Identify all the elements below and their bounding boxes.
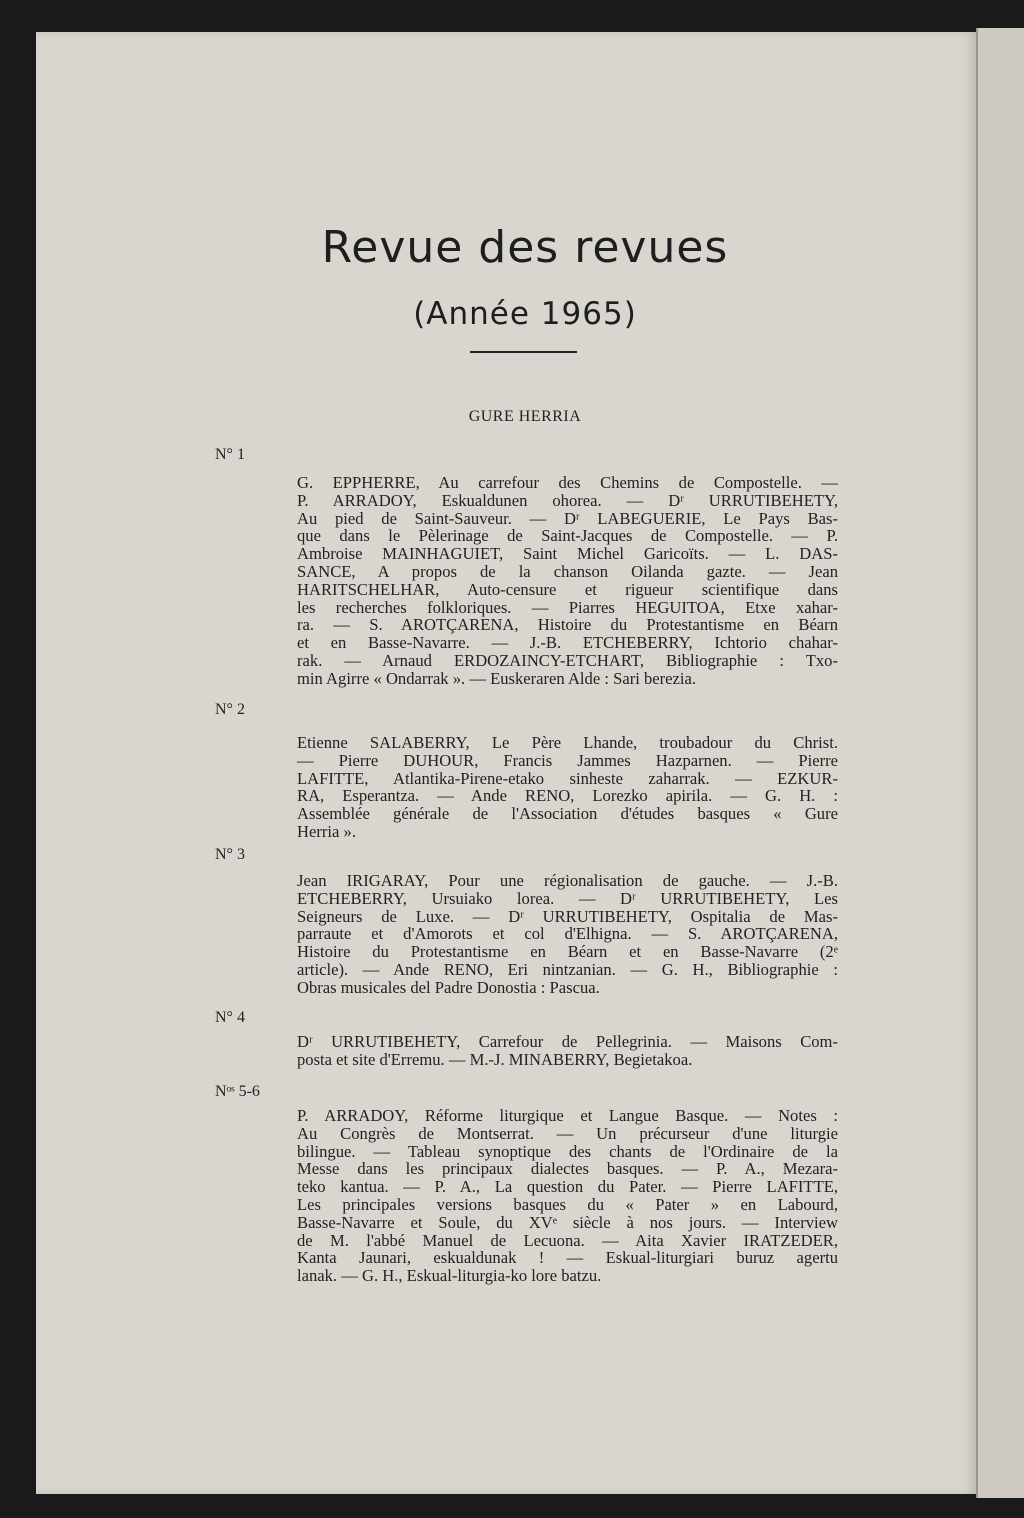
text-line: LAFITTE, Atlantika-Pirene-etako sinheste zaharrak. — EZKUR- — [297, 768, 838, 788]
text-line: et en Basse-Navarre. — J.-B. ETCHEBERRY, Ichtorio chahar- — [297, 633, 838, 653]
issue-contents — [297, 474, 838, 688]
text-line: SANCE, A propos de la chanson Oilanda gazte. — Jean — [297, 561, 838, 581]
text-line: teko kantua. — P. A., La question du Pater. — Pierre LAFITTE, — [297, 1177, 838, 1197]
text-line: Ambroise MAINHAGUIET, Saint Michel Garicoïts. — L. DAS- — [297, 544, 838, 564]
text-line: Basse-Navarre et Soule, du XVᵉ siècle à nos jours. — Interview — [297, 1212, 838, 1232]
text-line: posta et site d'Erremu. — M.-J. MINABERRY, Begietakoa. — [297, 1049, 693, 1069]
page-subtitle: (Année 1965) — [413, 296, 637, 332]
text-line: rak. — Arnaud ERDOZAINCY-ETCHART, Bibliographie : Txo- — [297, 650, 838, 670]
issue-number-label: N° 3 — [215, 846, 245, 863]
text-line: de M. l'abbé Manuel de Lecuona. — Aita Xavier IRATZEDER, — [297, 1230, 838, 1250]
issue-contents — [297, 872, 838, 997]
issue-number-label: Nᵒˢ 5-6 — [215, 1083, 260, 1100]
text-line: Dʳ URRUTIBEHETY, Carrefour de Pellegrinia. — Maisons Com- — [297, 1032, 838, 1051]
text-line: les recherches folkloriques. — Piarres HEGUITOA, Etxe xahar- — [297, 597, 838, 617]
issue-number-label: N° 1 — [215, 446, 245, 463]
text-line: Messe dans les principaux dialectes basques. — P. A., Mezara- — [297, 1159, 838, 1179]
issue-contents — [297, 1107, 838, 1285]
text-line: Etienne SALABERRY, Le Père Lhande, troubadour du Christ. — [297, 733, 838, 752]
text-line: P. ARRADOY, Eskualdunen ohorea. — Dʳ URRUTIBEHETY, — [297, 490, 838, 510]
text-line: ETCHEBERRY, Ursuiako lorea. — Dʳ URRUTIBEHETY, Les — [297, 888, 838, 908]
text-line: Au Congrès de Montserrat. — Un précurseur d'une liturgie — [297, 1123, 838, 1143]
text-line: Au pied de Saint-Sauveur. — Dʳ LABEGUERIE, Le Pays Bas- — [297, 508, 838, 528]
page-title: Revue des revues — [321, 222, 729, 273]
text-line: Seigneurs de Luxe. — Dʳ URRUTIBEHETY, Ospitalia de Mas- — [297, 906, 838, 926]
text-line: Jean IRIGARAY, Pour une régionalisation de gauche. — J.-B. — [297, 871, 838, 890]
text-line: Histoire du Protestantisme en Béarn et en Basse-Navarre (2ᵉ — [297, 942, 838, 962]
issue-contents — [297, 1033, 838, 1069]
text-line: RA, Esperantza. — Ande RENO, Lorezko apirila. — G. H. : — [297, 786, 838, 806]
text-line: bilingue. — Tableau synoptique des chants de l'Ordinaire de la — [297, 1141, 838, 1161]
text-line: Assemblée générale de l'Association d'études basques « Gure — [297, 804, 838, 824]
text-line: — Pierre DUHOUR, Francis Jammes Hazparnen. — Pierre — [297, 750, 838, 770]
issue-number-label: N° 2 — [215, 701, 245, 718]
text-line: parraute et d'Amorots et col d'Elhigna. — S. AROTÇARENA, — [297, 924, 838, 944]
text-line: que dans le Pèlerinage de Saint-Jacques de Compostelle. — P. — [297, 526, 838, 546]
text-line: lanak. — G. H., Eskual-liturgia-ko lore batzu. — [297, 1266, 602, 1286]
text-line: Herria ». — [297, 821, 356, 841]
text-line: ra. — S. AROTÇARENA, Histoire du Protestantisme en Béarn — [297, 615, 838, 635]
text-line: Kanta Jaunari, eskualdunak ! — Eskual-liturgiari buruz agertu — [297, 1248, 838, 1268]
text-line: Les principales versions basques du « Pater » en Labourd, — [297, 1194, 838, 1214]
journal-heading: GURE HERRIA — [468, 408, 582, 425]
issue-number-label: N° 4 — [215, 1009, 245, 1026]
text-line: G. EPPHERRE, Au carrefour des Chemins de Compostelle. — — [297, 473, 838, 492]
issue-contents — [297, 734, 838, 841]
text-line: article). — Ande RENO, Eri nintzanian. — G. H., Bibliographie : — [297, 959, 838, 979]
text-line: P. ARRADOY, Réforme liturgique et Langue Basque. — Notes : — [297, 1106, 838, 1125]
text-line: Obras musicales del Padre Donostia : Pascua. — [297, 977, 600, 997]
title-divider — [470, 351, 577, 353]
text-line: HARITSCHELHAR, Auto-censure et rigueur scientifique dans — [297, 579, 838, 599]
text-line: min Agirre « Ondarrak ». — Euskeraren Alde : Sari berezia. — [297, 668, 697, 688]
